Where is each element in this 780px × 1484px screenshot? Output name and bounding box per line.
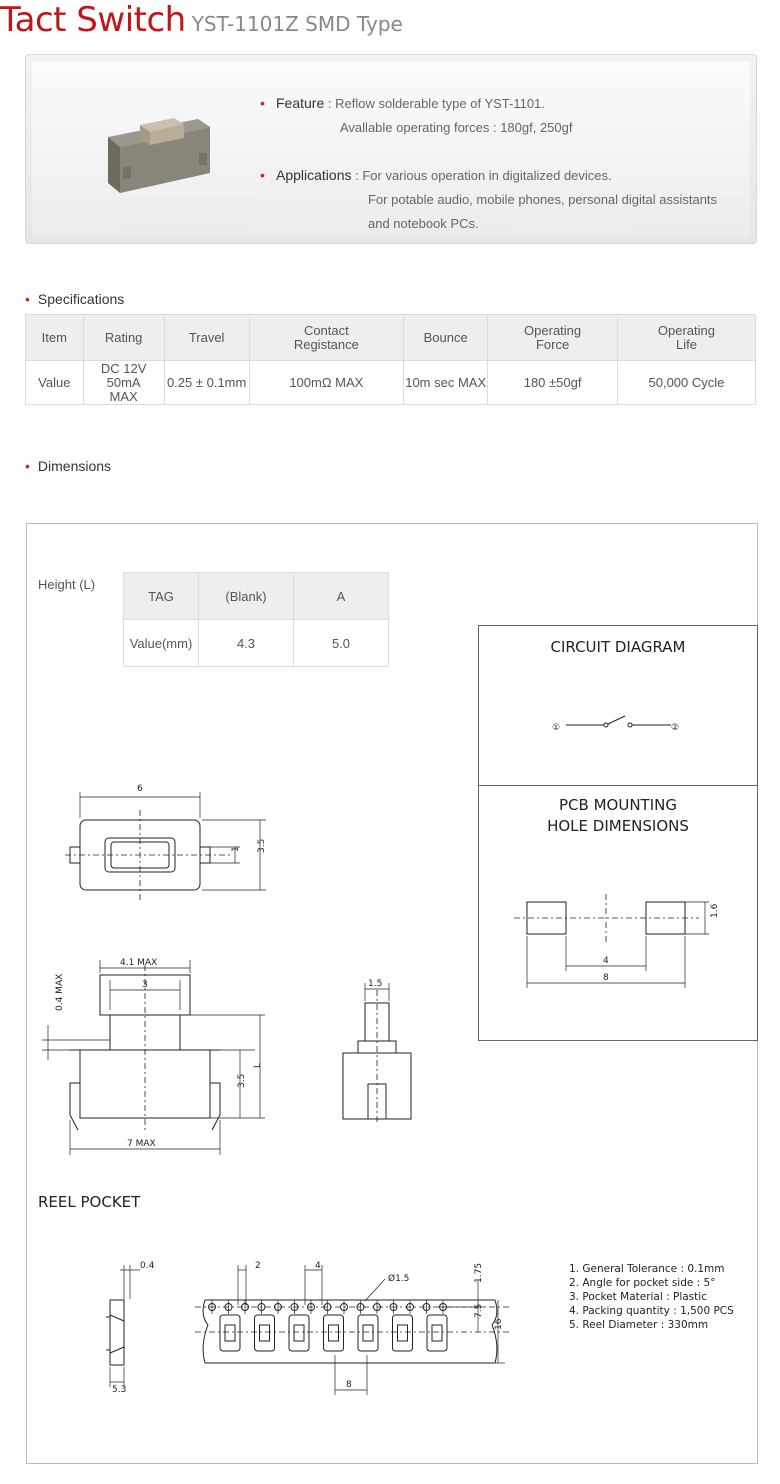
circuit-pcb-drawing: [479, 626, 757, 1040]
pocket-pitch-label: 8: [346, 1380, 352, 1390]
table-header-cell: Contact Registance: [249, 315, 403, 361]
pcb-height-label: 1.6: [710, 903, 720, 918]
table-cell: 4.3: [199, 620, 294, 667]
table-cell: Value: [26, 361, 84, 405]
table-header-cell: TAG: [124, 573, 199, 620]
switch-outline-drawing: [30, 770, 290, 1160]
height-label: Height (L): [38, 577, 96, 592]
sprocket-pitch-label: 4: [315, 1261, 321, 1271]
dimensions-heading: • Dimensions: [25, 458, 112, 474]
feature-label: Feature: [276, 95, 325, 111]
note-item: 3. Pocket Material : Plastic: [569, 1291, 707, 1303]
pocket-switch: [432, 1325, 442, 1341]
reel-pocket-drawing: [100, 1255, 520, 1405]
bullet-icon: •: [260, 95, 265, 111]
carrier-tape: [205, 1300, 495, 1363]
edge-distance-label: 1.75: [474, 1262, 484, 1283]
tape-thickness-label: 0.4: [140, 1261, 155, 1271]
page-title: [0, 0, 403, 42]
side-base-label: 7 MAX: [127, 1139, 156, 1149]
pin-1-label: ①: [552, 723, 561, 733]
feature-line-2: Avallable operating forces : 180gf, 250gf: [340, 120, 573, 135]
switch-contact-icon: [628, 723, 632, 727]
center-distance-label: 7.5: [474, 1303, 484, 1318]
top-depth-label: 3.5: [257, 838, 267, 853]
tape-width-label: 16: [494, 1318, 504, 1330]
table-cell: 10m sec MAX: [404, 361, 488, 405]
pocket-switch: [225, 1325, 235, 1341]
bullet-icon: •: [25, 458, 30, 474]
tape-pocket: [255, 1315, 275, 1351]
pocket-width-label: 5.3: [112, 1385, 127, 1395]
table-header-cell: Operating Life: [617, 315, 755, 361]
table-header-cell: Bounce: [404, 315, 488, 361]
product-subtitle: YST-1101Z SMD Type: [191, 12, 403, 36]
hole-pitch-label: 2: [255, 1261, 261, 1271]
table-cell: 5.0: [294, 620, 389, 667]
pocket-section: [110, 1300, 124, 1365]
tape-pocket: [289, 1315, 309, 1351]
pocket-switch: [294, 1325, 304, 1341]
tape-pocket: [324, 1315, 344, 1351]
tape-pocket: [427, 1315, 447, 1351]
applications-line-2: For potable audio, mobile phones, personal digital assistants: [368, 192, 718, 207]
table-cell: 100mΩ MAX: [249, 361, 403, 405]
reel-pocket-title: REEL POCKET: [38, 1193, 141, 1211]
table-row: [26, 361, 756, 405]
top-inner-label: 1: [231, 846, 241, 852]
tape-pockets: [220, 1315, 447, 1351]
bullet-icon: •: [260, 167, 265, 183]
side-top-width-label: 4.1 MAX: [120, 958, 158, 968]
product-title: Tact Switch: [0, 0, 186, 40]
pocket-switch: [398, 1325, 408, 1341]
table-header-cell: Item: [26, 315, 84, 361]
tape-pocket: [358, 1315, 378, 1351]
table-cell: Value(mm): [124, 620, 199, 667]
side-stem-label: 3: [142, 980, 148, 990]
side-height-label: L: [253, 1062, 263, 1068]
bullet-icon: •: [25, 291, 30, 307]
specifications-table: [25, 314, 756, 405]
pcb-title-line-1: PCB MOUNTING: [559, 796, 677, 814]
table-header-row: [26, 315, 756, 361]
intro-panel: [25, 54, 757, 244]
pocket-switch: [260, 1325, 270, 1341]
pcb-pitch-label: 4: [603, 956, 609, 966]
pin-2-label: ②: [671, 723, 680, 733]
feature-line-1: Reflow solderable type of YST-1101.: [335, 96, 545, 111]
tape-pocket: [393, 1315, 413, 1351]
pcb-title-line-2: HOLE DIMENSIONS: [547, 817, 689, 835]
pcb-total-label: 8: [603, 973, 609, 983]
table-row: [124, 620, 389, 667]
note-item: 1. General Tolerance : 0.1mm: [569, 1263, 725, 1275]
tape-pocket: [220, 1315, 240, 1351]
pcb-pad-right: [646, 902, 685, 934]
applications-block: • Applications : For various operation in digitalized devices. For potable audio, mobile phones, personal digital assistants and notebook PCs.: [276, 163, 717, 236]
table-cell: DC 12V 50mA MAX: [83, 361, 164, 405]
applications-label: Applications: [276, 167, 352, 183]
hole-diameter-label: Ø1.5: [388, 1274, 410, 1284]
side-body-height-label: 3.5: [237, 1073, 247, 1088]
specifications-heading: • Specifications: [25, 291, 125, 307]
top-width-label: 6: [137, 784, 143, 794]
feature-block: • Feature : Reflow solderable type of YST-1101. Avallable operating forces : 180gf, 250gf: [276, 91, 572, 140]
end-view-drawing: [330, 975, 430, 1125]
table-header-cell: Rating: [83, 315, 164, 361]
applications-line-3: and notebook PCs.: [368, 216, 479, 231]
note-item: 4. Packing quantity : 1,500 PCS: [569, 1305, 734, 1317]
reel-notes: [569, 1262, 734, 1332]
table-header-cell: (Blank): [199, 573, 294, 620]
table-header-cell: A: [294, 573, 389, 620]
note-item: 2. Angle for pocket side : 5°: [569, 1277, 716, 1289]
switch-contact-icon: [604, 723, 608, 727]
table-cell: 180 ±50gf: [488, 361, 618, 405]
pocket-switch: [329, 1325, 339, 1341]
note-item: 5. Reel Diameter : 330mm: [569, 1319, 709, 1331]
circuit-diagram-title: CIRCUIT DIAGRAM: [550, 638, 686, 656]
product-image: [88, 105, 228, 195]
pocket-switch: [363, 1325, 373, 1341]
table-cell: 0.25 ± 0.1mm: [164, 361, 249, 405]
height-table: [123, 572, 389, 667]
applications-line-1: For various operation in digitalized devices.: [362, 168, 612, 183]
table-header-cell: Operating Force: [488, 315, 618, 361]
table-header-cell: Travel: [164, 315, 249, 361]
table-cell: 50,000 Cycle: [617, 361, 755, 405]
circuit-pcb-box: [478, 625, 758, 1041]
end-stem-label: 1.5: [368, 979, 383, 989]
table-header-row: [124, 573, 389, 620]
side-offset-label: 0.4 MAX: [55, 973, 65, 1011]
